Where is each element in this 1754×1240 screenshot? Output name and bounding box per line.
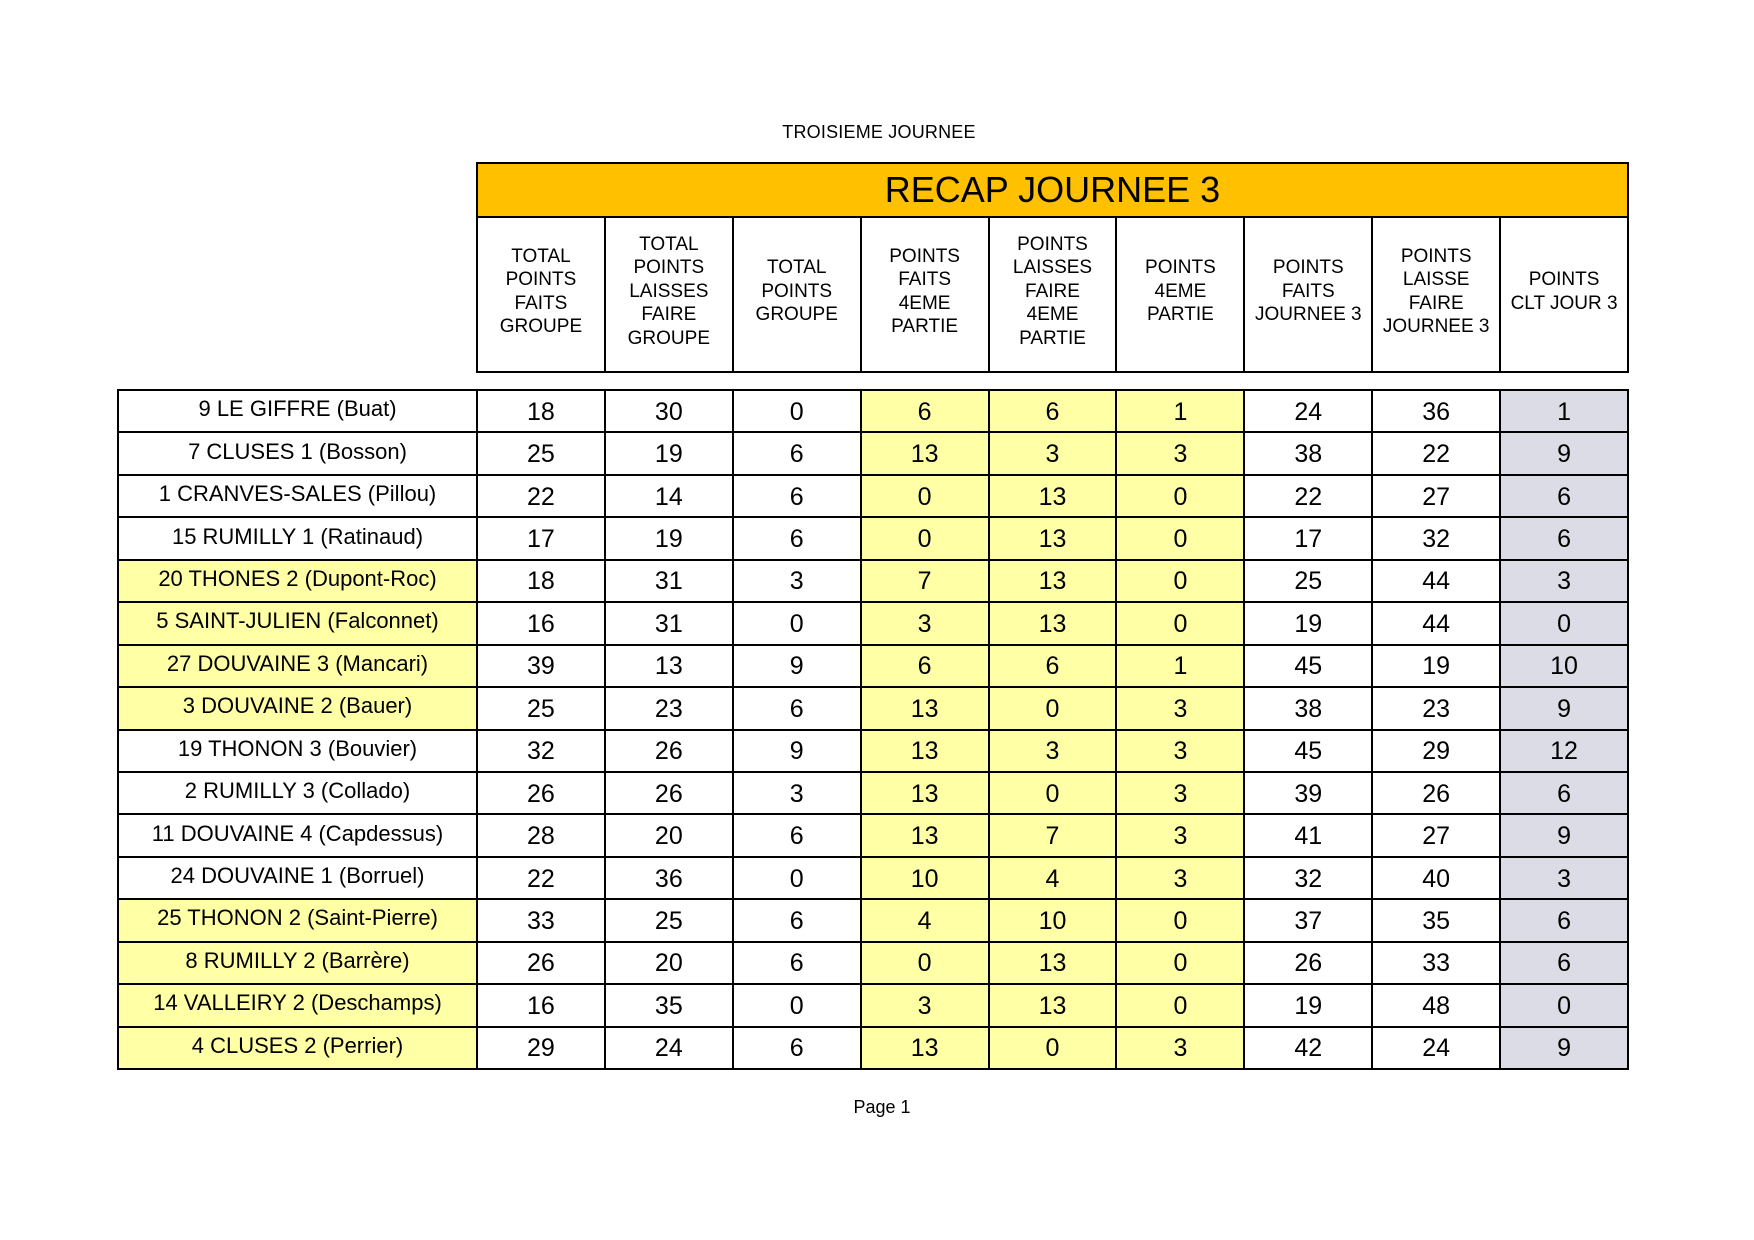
value-cell: 0 xyxy=(1117,985,1245,1025)
team-name-cell: 15 RUMILLY 1 (Ratinaud) xyxy=(119,518,478,558)
value-cell: 35 xyxy=(1373,900,1501,940)
value-cell: 13 xyxy=(606,646,734,686)
table-row xyxy=(119,773,1627,815)
value-cell: 30 xyxy=(606,391,734,431)
team-name-cell: 1 CRANVES-SALES (Pillou) xyxy=(119,476,478,516)
value-cell: 3 xyxy=(734,773,862,813)
value-cell: 6 xyxy=(1501,773,1627,813)
value-cell: 0 xyxy=(734,985,862,1025)
value-cell: 6 xyxy=(1501,518,1627,558)
value-cell: 32 xyxy=(478,731,606,771)
value-cell: 0 xyxy=(1117,518,1245,558)
value-cell: 3 xyxy=(1117,731,1245,771)
team-name-cell: 4 CLUSES 2 (Perrier) xyxy=(119,1028,478,1068)
value-cell: 22 xyxy=(478,858,606,898)
column-header-points-laisse-faire-journee-3: POINTS LAISSE FAIRE JOURNEE 3 xyxy=(1373,218,1501,371)
value-cell: 13 xyxy=(862,815,990,855)
value-cell: 24 xyxy=(1373,1028,1501,1068)
value-cell: 35 xyxy=(606,985,734,1025)
value-cell: 0 xyxy=(734,603,862,643)
value-cell: 26 xyxy=(1373,773,1501,813)
value-cell: 13 xyxy=(990,943,1118,983)
value-cell: 3 xyxy=(1117,815,1245,855)
value-cell: 6 xyxy=(734,900,862,940)
value-cell: 32 xyxy=(1373,518,1501,558)
team-name-cell: 3 DOUVAINE 2 (Bauer) xyxy=(119,688,478,728)
value-cell: 33 xyxy=(1373,943,1501,983)
value-cell: 29 xyxy=(1373,731,1501,771)
value-cell: 6 xyxy=(734,943,862,983)
value-cell: 6 xyxy=(734,688,862,728)
value-cell: 7 xyxy=(862,561,990,601)
value-cell: 14 xyxy=(606,476,734,516)
value-cell: 13 xyxy=(990,561,1118,601)
table-row xyxy=(119,476,1627,518)
value-cell: 0 xyxy=(1501,603,1627,643)
team-name-cell: 27 DOUVAINE 3 (Mancari) xyxy=(119,646,478,686)
team-name-cell: 11 DOUVAINE 4 (Capdessus) xyxy=(119,815,478,855)
value-cell: 0 xyxy=(1117,943,1245,983)
value-cell: 6 xyxy=(1501,943,1627,983)
column-header-points-laisses-faire-4eme-partie: POINTS LAISSES FAIRE 4EME PARTIE xyxy=(990,218,1118,371)
value-cell: 28 xyxy=(478,815,606,855)
document-title-text: TROISIEME JOURNEE xyxy=(782,122,976,142)
team-name-cell: 14 VALLEIRY 2 (Deschamps) xyxy=(119,985,478,1025)
value-cell: 12 xyxy=(1501,731,1627,771)
value-cell: 27 xyxy=(1373,815,1501,855)
recap-table xyxy=(117,389,1629,1070)
value-cell: 9 xyxy=(734,646,862,686)
value-cell: 0 xyxy=(862,476,990,516)
value-cell: 3 xyxy=(990,433,1118,473)
table-row xyxy=(119,943,1627,985)
value-cell: 33 xyxy=(478,900,606,940)
column-header-points-faits-4eme-partie: POINTS FAITS 4EME PARTIE xyxy=(862,218,990,371)
value-cell: 6 xyxy=(734,518,862,558)
value-cell: 0 xyxy=(1117,476,1245,516)
value-cell: 13 xyxy=(990,518,1118,558)
value-cell: 17 xyxy=(478,518,606,558)
value-cell: 6 xyxy=(734,815,862,855)
column-header-total-points-laisses-faire-groupe: TOTAL POINTS LAISSES FAIRE GROUPE xyxy=(606,218,734,371)
value-cell: 0 xyxy=(1117,900,1245,940)
value-cell: 1 xyxy=(1117,646,1245,686)
value-cell: 27 xyxy=(1373,476,1501,516)
value-cell: 13 xyxy=(862,773,990,813)
value-cell: 6 xyxy=(1501,900,1627,940)
value-cell: 36 xyxy=(606,858,734,898)
value-cell: 10 xyxy=(1501,646,1627,686)
page-footer xyxy=(0,1097,1754,1118)
team-name-cell: 25 THONON 2 (Saint-Pierre) xyxy=(119,900,478,940)
value-cell: 1 xyxy=(1501,391,1627,431)
value-cell: 31 xyxy=(606,603,734,643)
document-title xyxy=(0,122,1754,143)
value-cell: 10 xyxy=(990,900,1118,940)
value-cell: 42 xyxy=(1245,1028,1373,1068)
value-cell: 19 xyxy=(606,433,734,473)
value-cell: 18 xyxy=(478,561,606,601)
team-name-cell: 9 LE GIFFRE (Buat) xyxy=(119,391,478,431)
value-cell: 3 xyxy=(1117,1028,1245,1068)
value-cell: 44 xyxy=(1373,603,1501,643)
value-cell: 24 xyxy=(1245,391,1373,431)
column-header-total-points-faits-groupe: TOTAL POINTS FAITS GROUPE xyxy=(478,218,606,371)
value-cell: 9 xyxy=(1501,815,1627,855)
value-cell: 13 xyxy=(862,433,990,473)
value-cell: 25 xyxy=(1245,561,1373,601)
table-row xyxy=(119,561,1627,603)
value-cell: 37 xyxy=(1245,900,1373,940)
table-row xyxy=(119,1028,1627,1068)
value-cell: 41 xyxy=(1245,815,1373,855)
table-row xyxy=(119,731,1627,773)
recap-header xyxy=(476,162,1629,373)
value-cell: 23 xyxy=(1373,688,1501,728)
table-row xyxy=(119,391,1627,433)
value-cell: 6 xyxy=(862,646,990,686)
team-name-cell: 8 RUMILLY 2 (Barrère) xyxy=(119,943,478,983)
team-name-cell: 7 CLUSES 1 (Bosson) xyxy=(119,433,478,473)
value-cell: 40 xyxy=(1373,858,1501,898)
table-row xyxy=(119,985,1627,1027)
value-cell: 7 xyxy=(990,815,1118,855)
value-cell: 10 xyxy=(862,858,990,898)
value-cell: 0 xyxy=(990,688,1118,728)
value-cell: 26 xyxy=(606,731,734,771)
table-row xyxy=(119,815,1627,857)
value-cell: 6 xyxy=(734,476,862,516)
value-cell: 26 xyxy=(478,773,606,813)
value-cell: 19 xyxy=(606,518,734,558)
value-cell: 3 xyxy=(862,603,990,643)
value-cell: 19 xyxy=(1245,603,1373,643)
value-cell: 0 xyxy=(1117,561,1245,601)
column-header-points-4eme-partie: POINTS 4EME PARTIE xyxy=(1117,218,1245,371)
value-cell: 6 xyxy=(990,646,1118,686)
value-cell: 0 xyxy=(990,1028,1118,1068)
value-cell: 44 xyxy=(1373,561,1501,601)
recap-title: RECAP JOURNEE 3 xyxy=(478,164,1627,218)
value-cell: 3 xyxy=(1117,688,1245,728)
value-cell: 19 xyxy=(1373,646,1501,686)
value-cell: 0 xyxy=(734,391,862,431)
value-cell: 20 xyxy=(606,815,734,855)
value-cell: 9 xyxy=(734,731,862,771)
value-cell: 25 xyxy=(478,433,606,473)
value-cell: 0 xyxy=(1501,985,1627,1025)
value-cell: 31 xyxy=(606,561,734,601)
value-cell: 38 xyxy=(1245,433,1373,473)
value-cell: 20 xyxy=(606,943,734,983)
value-cell: 39 xyxy=(1245,773,1373,813)
value-cell: 32 xyxy=(1245,858,1373,898)
value-cell: 45 xyxy=(1245,646,1373,686)
team-name-cell: 19 THONON 3 (Bouvier) xyxy=(119,731,478,771)
value-cell: 3 xyxy=(1117,858,1245,898)
value-cell: 16 xyxy=(478,603,606,643)
value-cell: 3 xyxy=(1501,858,1627,898)
value-cell: 13 xyxy=(862,1028,990,1068)
table-row xyxy=(119,688,1627,730)
column-header-total-points-groupe: TOTAL POINTS GROUPE xyxy=(734,218,862,371)
value-cell: 13 xyxy=(862,688,990,728)
value-cell: 3 xyxy=(1501,561,1627,601)
value-cell: 0 xyxy=(862,518,990,558)
value-cell: 9 xyxy=(1501,1028,1627,1068)
value-cell: 3 xyxy=(990,731,1118,771)
value-cell: 45 xyxy=(1245,731,1373,771)
team-name-cell: 20 THONES 2 (Dupont-Roc) xyxy=(119,561,478,601)
value-cell: 39 xyxy=(478,646,606,686)
value-cell: 38 xyxy=(1245,688,1373,728)
value-cell: 4 xyxy=(862,900,990,940)
value-cell: 18 xyxy=(478,391,606,431)
value-cell: 26 xyxy=(606,773,734,813)
table-row xyxy=(119,646,1627,688)
value-cell: 3 xyxy=(734,561,862,601)
value-cell: 22 xyxy=(1373,433,1501,473)
value-cell: 25 xyxy=(606,900,734,940)
value-cell: 0 xyxy=(1117,603,1245,643)
value-cell: 0 xyxy=(862,943,990,983)
value-cell: 3 xyxy=(1117,433,1245,473)
table-row xyxy=(119,858,1627,900)
value-cell: 26 xyxy=(478,943,606,983)
value-cell: 25 xyxy=(478,688,606,728)
value-cell: 6 xyxy=(734,1028,862,1068)
value-cell: 17 xyxy=(1245,518,1373,558)
value-cell: 6 xyxy=(990,391,1118,431)
value-cell: 13 xyxy=(990,603,1118,643)
value-cell: 1 xyxy=(1117,391,1245,431)
page-number: Page 1 xyxy=(853,1097,911,1117)
table-row xyxy=(119,900,1627,942)
value-cell: 13 xyxy=(990,476,1118,516)
table-row xyxy=(119,603,1627,645)
value-cell: 23 xyxy=(606,688,734,728)
value-cell: 16 xyxy=(478,985,606,1025)
table-row xyxy=(119,433,1627,475)
value-cell: 6 xyxy=(1501,476,1627,516)
value-cell: 3 xyxy=(1117,773,1245,813)
column-headers xyxy=(478,218,1627,371)
value-cell: 26 xyxy=(1245,943,1373,983)
value-cell: 22 xyxy=(1245,476,1373,516)
team-name-cell: 2 RUMILLY 3 (Collado) xyxy=(119,773,478,813)
value-cell: 0 xyxy=(734,858,862,898)
value-cell: 4 xyxy=(990,858,1118,898)
value-cell: 3 xyxy=(862,985,990,1025)
value-cell: 19 xyxy=(1245,985,1373,1025)
table-row xyxy=(119,518,1627,560)
value-cell: 6 xyxy=(862,391,990,431)
value-cell: 24 xyxy=(606,1028,734,1068)
team-name-cell: 24 DOUVAINE 1 (Borruel) xyxy=(119,858,478,898)
value-cell: 36 xyxy=(1373,391,1501,431)
value-cell: 6 xyxy=(734,433,862,473)
value-cell: 0 xyxy=(990,773,1118,813)
value-cell: 48 xyxy=(1373,985,1501,1025)
value-cell: 9 xyxy=(1501,433,1627,473)
value-cell: 13 xyxy=(990,985,1118,1025)
value-cell: 29 xyxy=(478,1028,606,1068)
value-cell: 22 xyxy=(478,476,606,516)
value-cell: 9 xyxy=(1501,688,1627,728)
value-cell: 13 xyxy=(862,731,990,771)
team-name-cell: 5 SAINT-JULIEN (Falconnet) xyxy=(119,603,478,643)
column-header-points-faits-journee-3: POINTS FAITS JOURNEE 3 xyxy=(1245,218,1373,371)
column-header-points-clt-jour-3: POINTS CLT JOUR 3 xyxy=(1510,269,1618,314)
